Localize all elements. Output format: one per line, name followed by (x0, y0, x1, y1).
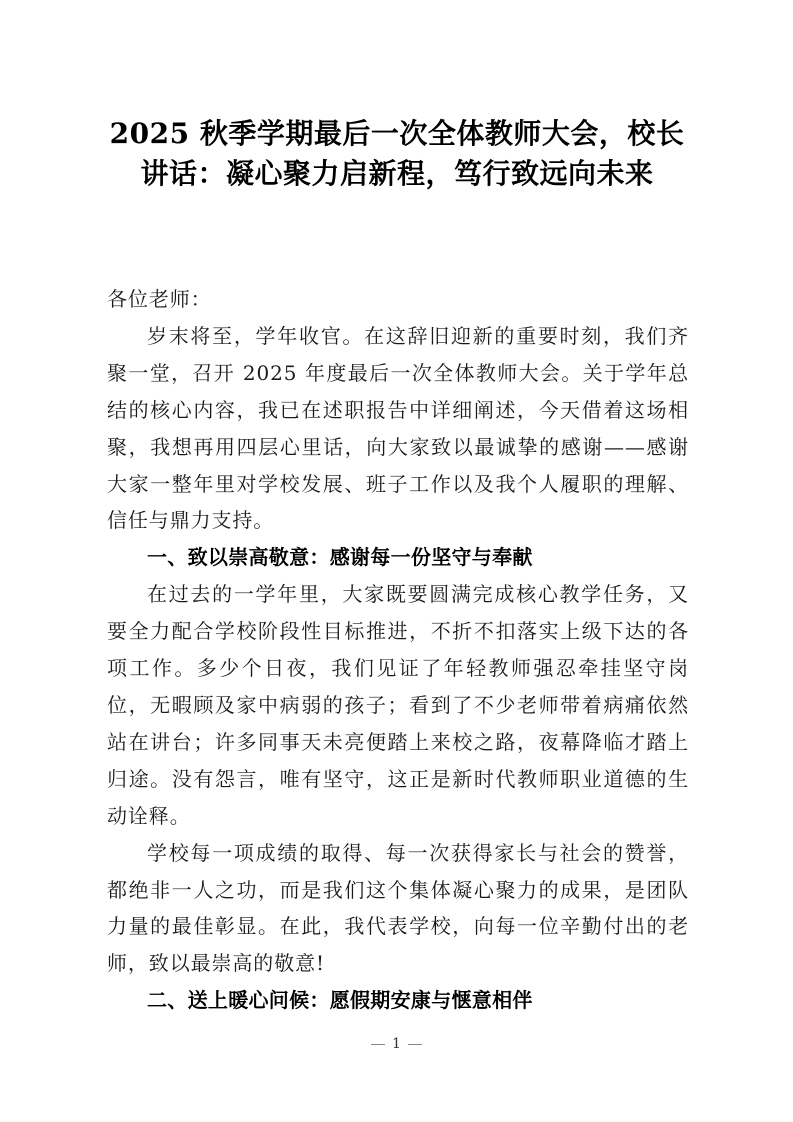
paragraph-achievements: 学校每一项成绩的取得、每一次获得家长与社会的赞誉，都绝非一人之功，而是我们这个集体凝心聚力的成果，是团队力量的最佳彰显。在此，我代表学校，向每一位辛勤付出的老师，致以最崇高的敬意! (107, 840, 689, 976)
salutation: 各位老师： (107, 287, 212, 311)
paragraph-intro: 岁末将至，学年收官。在这辞旧迎新的重要时刻，我们齐聚一堂，召开 2025 年度最后一次全体教师大会。关于学年总结的核心内容，我已在述职报告中详细阐述，今天借着这场相聚，我想再用四层心里话，向大家致以最诚挚的感谢——感谢大家一整年里对学校发展、班子工作以及我个人履职的理解、信任与鼎力支持。 (107, 323, 689, 533)
page-number-footer (0, 1036, 793, 1052)
section-heading-1: 一、致以崇高敬意：感谢每一份坚守与奉献 (147, 545, 533, 570)
paragraph-dedication: 在过去的一学年里，大家既要圆满完成核心教学任务，又要全力配合学校阶段性目标推进，不折不扣落实上级下达的各项工作。多少个日夜，我们见证了年轻教师强忍牵挂坚守岗位，无暇顾及家中病弱的孩子；看到了不少老师带着病痛依然站在讲台；许多同事天未亮便踏上来校之路，夜幕降临才踏上归途。没有怨言，唯有坚守，这正是新时代教师职业道德的生动诠释。 (107, 582, 689, 828)
dash-right-decoration (408, 1044, 422, 1045)
document-title: 2025 秋季学期最后一次全体教师大会，校长讲话：凝心聚力启新程，笃行致远向未来 (109, 117, 685, 190)
section-heading-2: 二、送上暖心问候：愿假期安康与惬意相伴 (147, 988, 533, 1013)
document-body (107, 281, 689, 1019)
page-number: 1 (392, 1036, 401, 1052)
dash-left-decoration (371, 1044, 385, 1045)
